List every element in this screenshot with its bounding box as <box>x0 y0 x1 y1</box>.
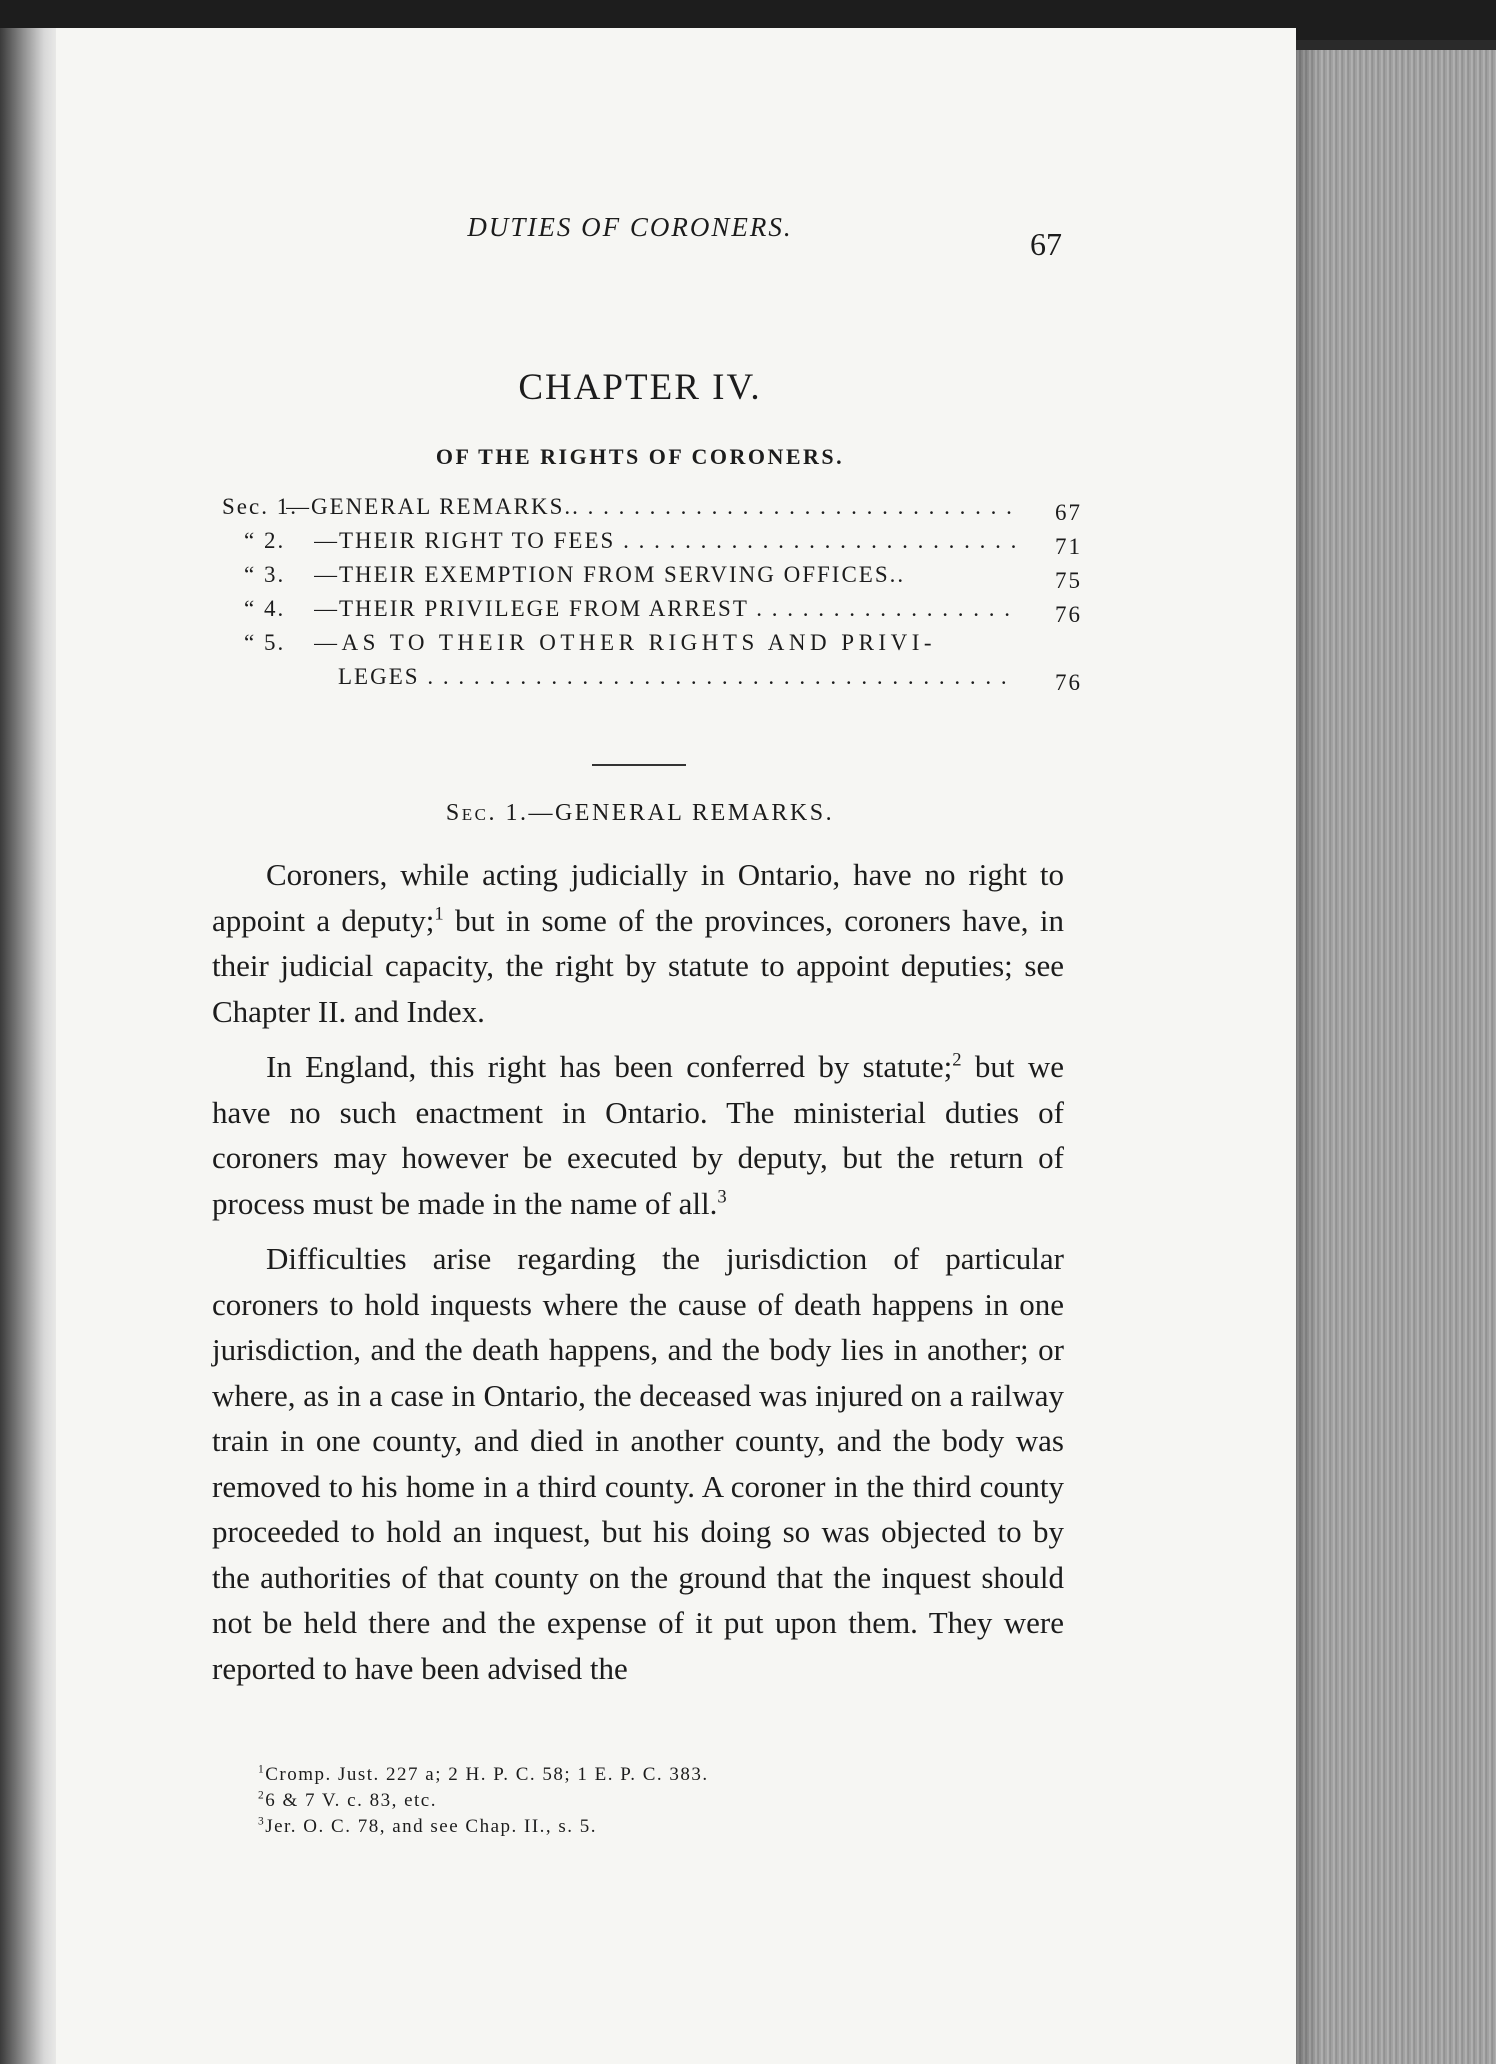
footnote-ref[interactable]: 2 <box>952 1049 962 1071</box>
toc-entry-number: “ 2. <box>244 528 286 553</box>
page-number: 67 <box>1030 226 1062 262</box>
toc-entry-title: —AS TO THEIR OTHER RIGHTS AND PRIVI- <box>314 630 937 655</box>
paragraph-text: but in some of the provinces, coroners have, in their judicial capacity, the right by statute to appoint deputies; see Chapter II. and Index. <box>212 902 1064 1029</box>
toc-entry-title: —THEIR EXEMPTION FROM SERVING OFFICES.. <box>314 562 906 587</box>
footnote <box>258 1762 1078 1788</box>
paragraph <box>212 1044 1064 1226</box>
section-heading: Sec. 1.—GENERAL REMARKS. <box>445 800 835 826</box>
footnote-text: 6 & 7 V. c. 83, etc. <box>265 1790 437 1811</box>
toc-entry <box>222 558 1082 592</box>
toc-entry-page: 71 <box>1055 534 1082 558</box>
toc-entry-continuation <box>222 660 1082 694</box>
toc-entry-page: 76 <box>1055 602 1082 626</box>
toc-entry <box>222 626 1082 660</box>
toc-entry-number: “ 4. <box>244 596 286 621</box>
toc-entry-number: “ 5. <box>244 630 286 655</box>
toc-entry-page: 75 <box>1055 568 1082 592</box>
footnote-text: Jer. O. C. 78, and see Chap. II., s. 5. <box>265 1816 598 1837</box>
paragraph <box>212 1236 1064 1691</box>
footnote-ref[interactable]: 3 <box>717 1186 727 1208</box>
footnote <box>258 1788 1078 1814</box>
footnote-ref[interactable]: 1 <box>434 903 444 925</box>
paragraph-text: Difficulties arise regarding the jurisdiction of particular coroners to hold inquests where the cause of death happens in one jurisdiction, and the death happens, and the body lies in another; or where, as in a case in Ontario, the deceased was injured on a railway train in one county, and died in another county, and the body was removed to his home in a third county. A coroner in the third county proceeded to hold an inquest, but his doing so was objected to by the authorities of that county on the ground that the inquest should not be held there and the expense of it put upon them. They were reported to have been advised the <box>212 1241 1064 1686</box>
gutter-shadow <box>0 28 64 2064</box>
toc-entry-page: 76 <box>1055 670 1082 694</box>
page-fore-edge <box>1296 50 1496 2064</box>
fore-edge-shadow <box>1296 50 1320 2064</box>
footnote-text: Cromp. Just. 227 a; 2 H. P. C. 58; 1 E. P. C. 383. <box>265 1764 709 1785</box>
footnotes <box>258 1762 1078 1840</box>
chapter-subtitle: OF THE RIGHTS OF CORONERS. <box>435 444 845 469</box>
toc-entry <box>222 524 1082 558</box>
toc-entry-title: —THEIR RIGHT TO FEES . . . <box>314 524 1016 558</box>
toc-entry-title: —THEIR PRIVILEGE FROM ARREST . . . <box>314 592 1016 626</box>
toc-entry <box>222 490 1082 524</box>
toc-entry-page: 67 <box>1055 500 1082 524</box>
paragraph <box>212 852 1064 1034</box>
toc-entry-title: —GENERAL REMARKS.. . . . <box>286 490 1016 524</box>
paragraph-text: but we have no such enactment in Ontario. The ministerial duties of coroners may however be executed by deputy, but the return of process must be made in the name of all. <box>212 1049 1064 1221</box>
toc-entry-title-continued: LEGES . . . <box>338 660 1016 694</box>
chapter-title: CHAPTER IV. <box>518 367 762 408</box>
body-text <box>212 852 1064 1701</box>
paragraph-text: Coroners, while acting judicially in Ontario, have no right to appoint a deputy; <box>212 857 1064 938</box>
toc-entry-number: Sec. 1. <box>222 494 298 519</box>
paragraph-text: In England, this right has been conferred by statute; <box>266 1049 953 1084</box>
toc-entry <box>222 592 1082 626</box>
footnote-mark: 2 <box>258 1789 266 1802</box>
section-divider <box>592 764 686 766</box>
toc-entry-number: “ 3. <box>244 562 286 587</box>
footnote-mark: 3 <box>258 1815 266 1828</box>
running-title: DUTIES OF CORONERS. <box>467 212 793 242</box>
footnote <box>258 1814 1078 1840</box>
footnote-mark: 1 <box>258 1763 266 1776</box>
